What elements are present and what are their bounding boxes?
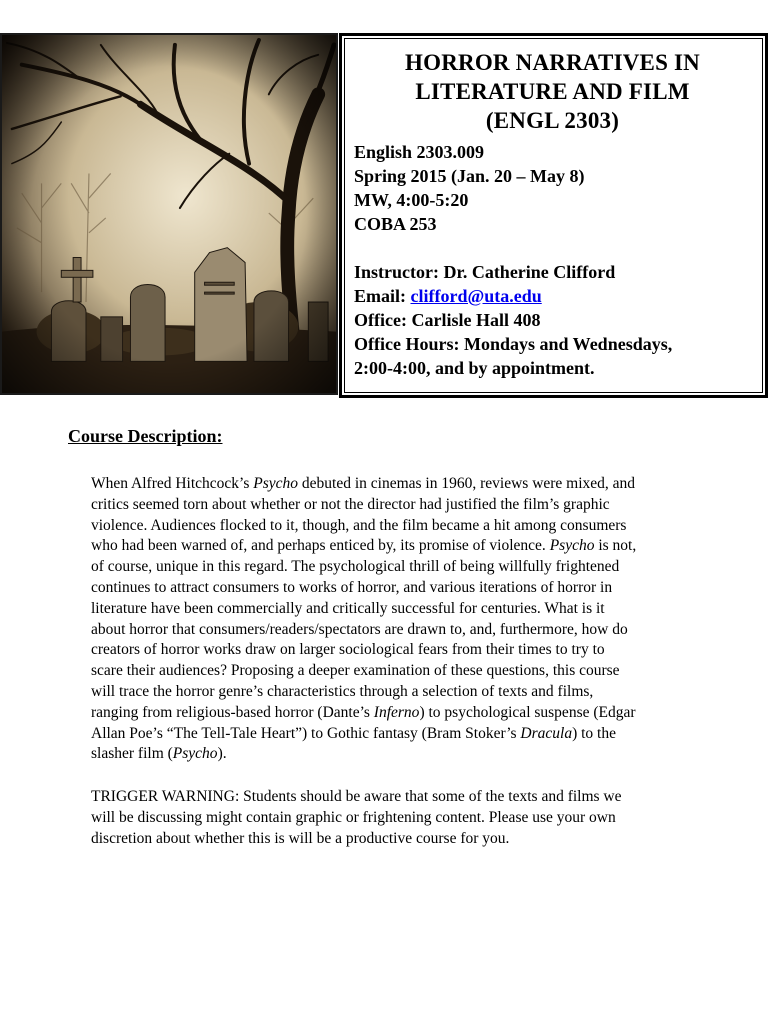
course-details [354, 140, 751, 380]
course-term: Spring 2015 (Jan. 20 – May 8) [354, 166, 585, 186]
email-link[interactable]: clifford@uta.edu [410, 286, 542, 306]
graveyard-photo [0, 33, 338, 395]
text-line [91, 724, 731, 745]
text-run: Allan Poe’s “The Tell-Tale Heart”) to Gothic fantasy (Bram Stoker’s [91, 724, 521, 742]
text-line: of course, unique in this regard. The psychological thrill of being willfully frightened [91, 558, 620, 576]
text-run: ) to psychological suspense (Edgar [419, 703, 636, 721]
text-line: literature have been commercially and critically successful for centuries. What is it [91, 599, 605, 617]
italic-title: Psycho [253, 475, 299, 492]
italic-title: Psycho [172, 745, 218, 763]
text-run: ). [217, 745, 227, 763]
italic-title: Inferno [373, 703, 420, 721]
text-run: When Alfred Hitchcock’s [91, 475, 254, 492]
text-line: about horror that consumers/readers/spectators are drawn to, and, furthermore, how do [91, 620, 628, 638]
text-line: continues to attract consumers to works of horror, and various iterations of horror in [91, 578, 613, 596]
text-line [91, 474, 731, 495]
text-run: who had been warned of, and perhaps enticed by, its promise of violence. [91, 537, 550, 555]
text-line: will be discussing might contain graphic or frightening content. Please use your own [91, 808, 616, 826]
office-hours-line: Office Hours: Mondays and Wednesdays, [354, 334, 673, 354]
email-label: Email: [354, 286, 406, 306]
italic-title: Psycho [549, 537, 595, 555]
text-run: debuted in cinemas in 1960, reviews were mixed, and [298, 475, 636, 492]
course-room: COBA 253 [354, 214, 437, 234]
text-line: critics seemed torn about whether or not the director had justified the film’s graphic [91, 495, 610, 513]
text-line [91, 703, 731, 724]
text-line: will trace the horror genre’s characteristics through a selection of texts and films, [91, 682, 594, 700]
text-line: violence. Audiences flocked to it, though, and the film became a hit among consumers [91, 516, 627, 534]
text-line: discretion about whether this is will be a productive course for you. [91, 829, 510, 847]
text-line: creators of horror works draw on larger sociological fears from their times to try to [91, 641, 605, 659]
course-title-line: HORROR NARRATIVES IN [405, 50, 700, 75]
graveyard-illustration [2, 35, 336, 393]
course-title-line: (ENGL 2303) [485, 108, 620, 133]
text-run: is not, [594, 537, 637, 555]
course-schedule: MW, 4:00-5:20 [354, 190, 469, 210]
course-code: English 2303.009 [354, 142, 485, 162]
text-run: ranging from religious-based horror (Dante’s [91, 703, 374, 721]
italic-title: Dracula [520, 724, 573, 742]
course-title [354, 48, 751, 135]
course-info-box [339, 33, 768, 398]
instructor-email-row [354, 284, 751, 308]
course-description-heading: Course Description: [68, 426, 223, 446]
instructor-name: Instructor: Dr. Catherine Clifford [354, 262, 616, 282]
spacer [354, 236, 751, 260]
text-line: scare their audiences? Proposing a deeper examination of these questions, this course [91, 662, 620, 680]
course-title-line: LITERATURE AND FILM [415, 79, 690, 104]
text-line: TRIGGER WARNING: Students should be aware that some of the texts and films we [91, 788, 622, 805]
text-line [91, 744, 731, 765]
course-description-paragraph [91, 474, 731, 765]
text-run: ) to the [572, 724, 616, 742]
text-line [91, 536, 731, 557]
trigger-warning-paragraph [91, 787, 731, 849]
office-location: Office: Carlisle Hall 408 [354, 310, 541, 330]
text-run: slasher film ( [91, 745, 173, 763]
office-hours-line: 2:00-4:00, and by appointment. [354, 358, 595, 378]
